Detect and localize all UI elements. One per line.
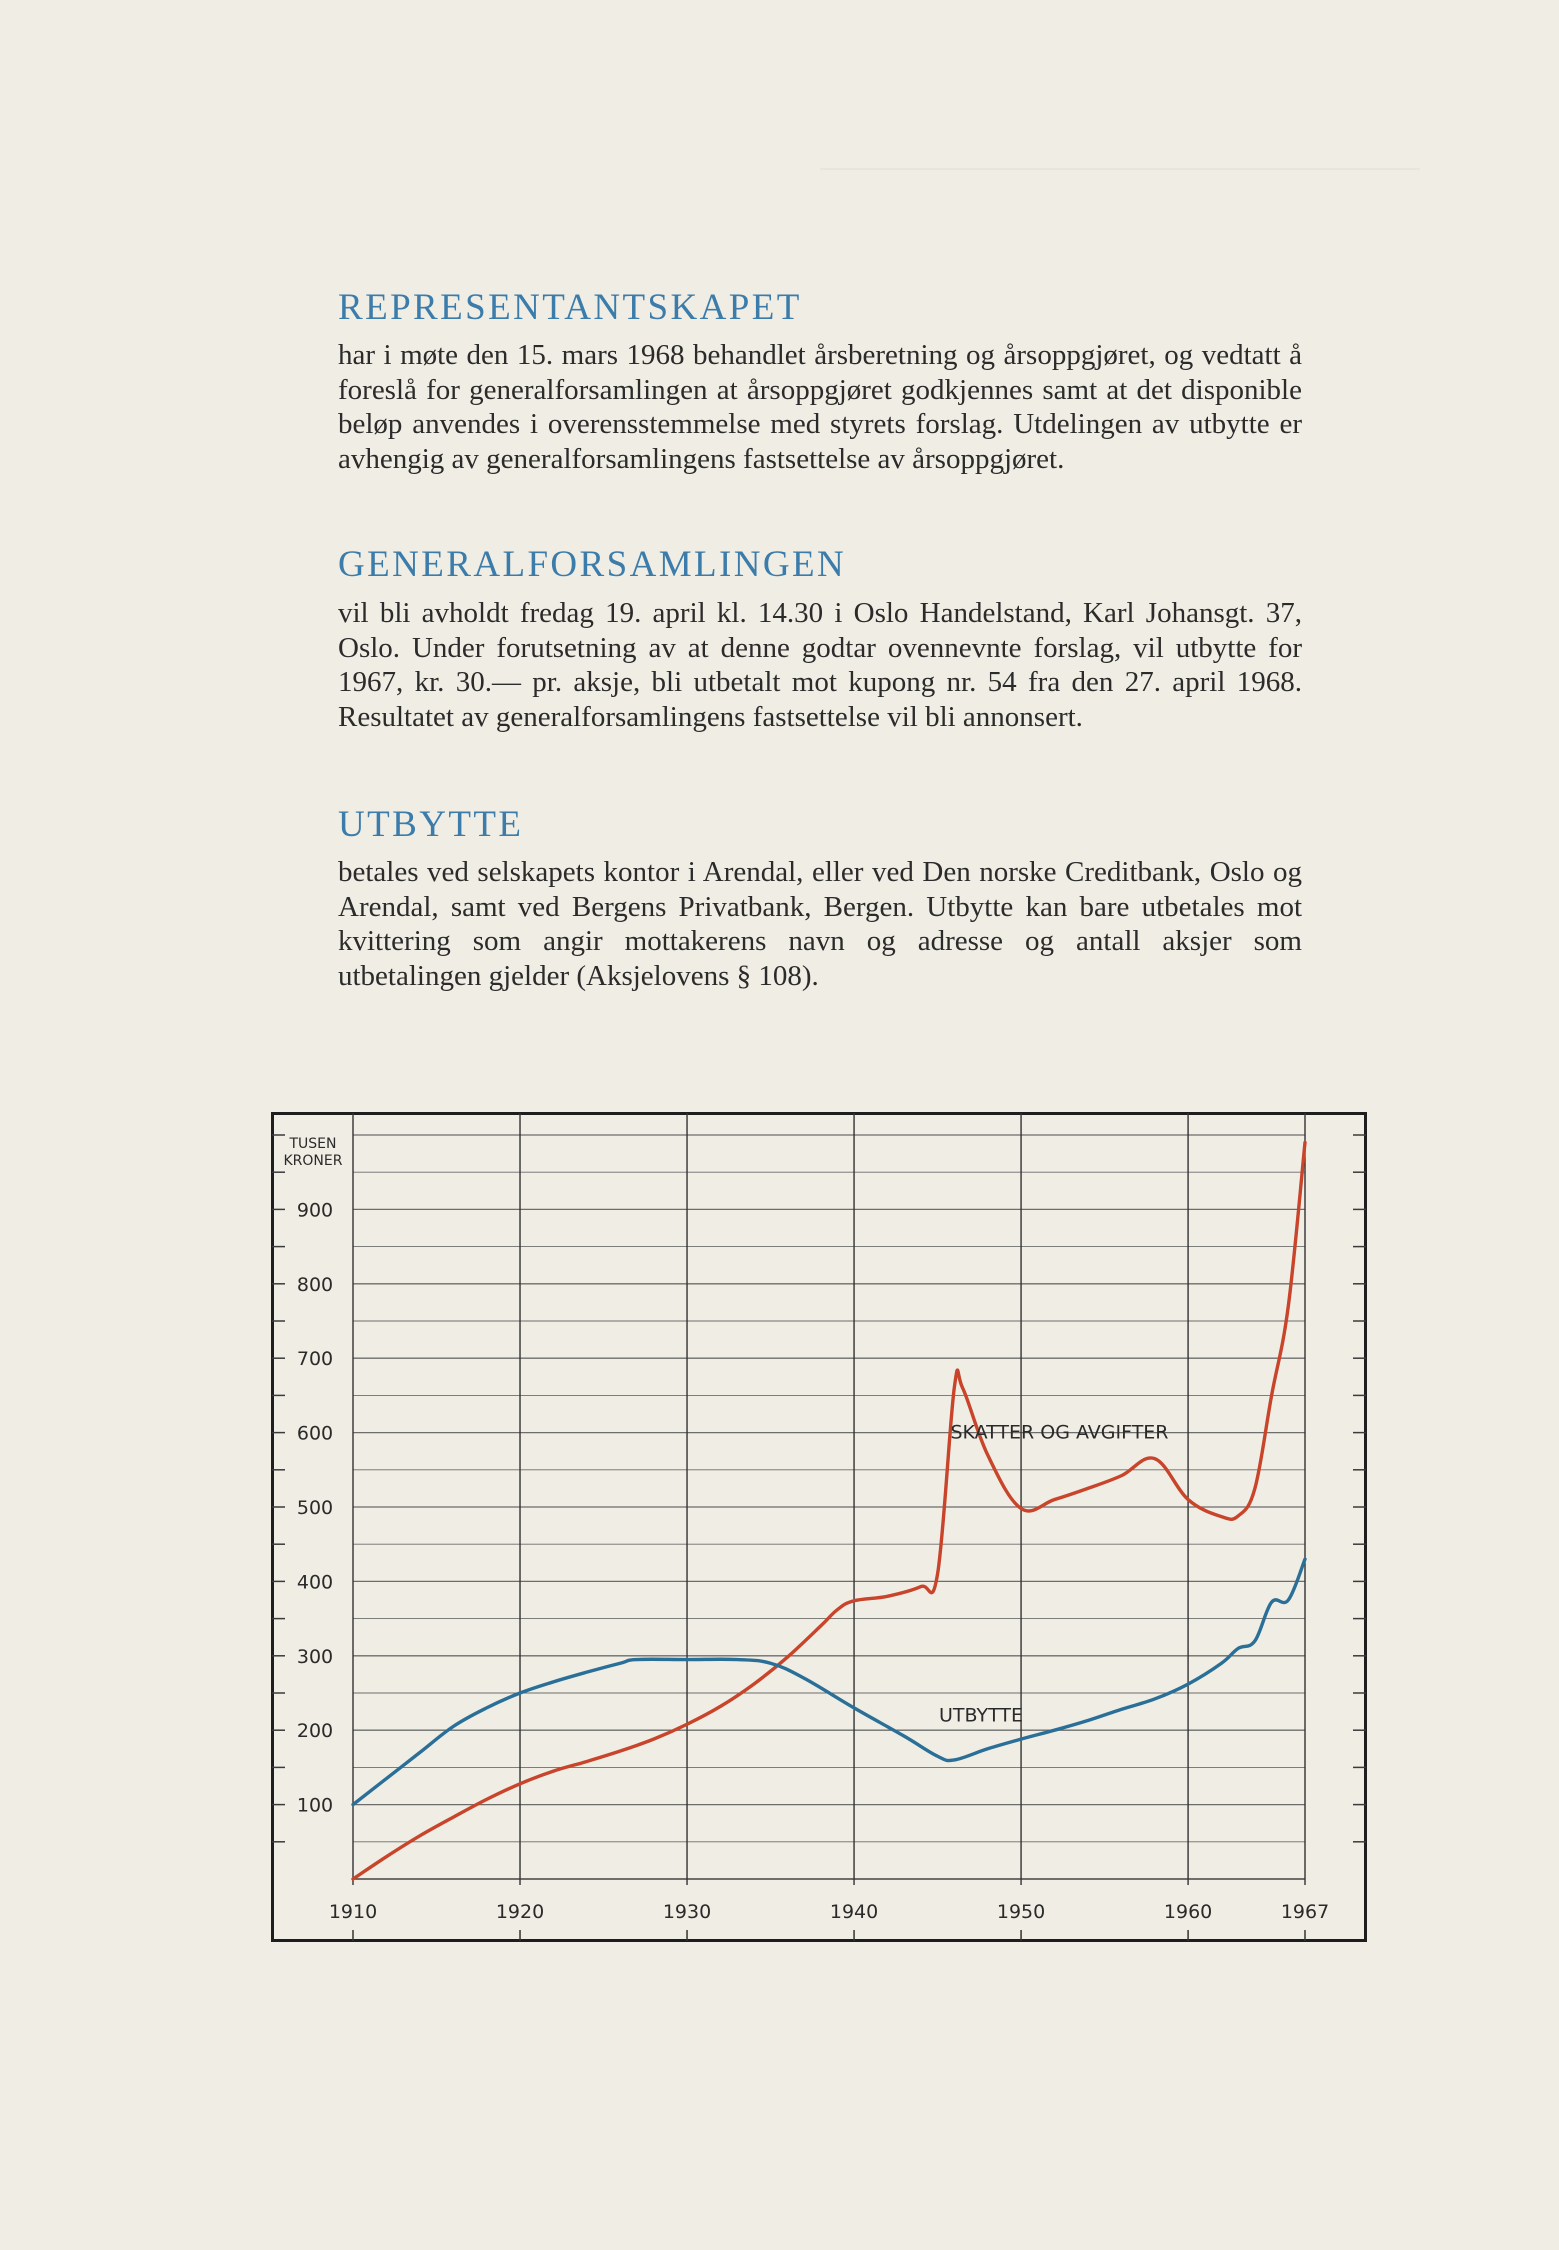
x-axis-ticks [329,1901,1329,1923]
heading-representantskapet: REPRESENTANTSKAPET [338,287,802,328]
series-label-utbytte: UTBYTTE [938,1704,1023,1727]
heading-generalforsamlingen: GENERALFORSAMLINGEN [338,544,847,585]
series-label-skatter-og-avgifter: SKATTER OG AVGIFTER [950,1421,1169,1444]
y-tick-label: 300 [296,1645,334,1668]
x-tick-label: 1960 [1163,1901,1213,1923]
x-tick-label: 1930 [662,1901,712,1923]
x-tick-label: 1910 [328,1901,378,1923]
bleed-through-rule [820,168,1420,170]
chart-grid [272,1113,1366,1941]
y-tick-label: 500 [296,1497,334,1519]
y-tick-label: 800 [296,1273,334,1296]
y-axis-ticks [297,1199,333,1816]
paragraph-generalforsamlingen: vil bli avholdt fredag 19. april kl. 14.30 i Oslo Handelstand, Karl Johansgt. 37, Oslo. Under forutsetning av at denne godtar ovennevnte forslag, vil utbytte for 1967, kr. 30.— pr. aksje, bli utbetalt mot kupong nr. 54 fra den 27. april 1968. Resultatet av generalforsamlingens fastsettelse vil bli annonsert. [338,597,1302,733]
bleed-through-heading [820,108,834,155]
y-tick-label: 100 [296,1794,334,1817]
line-chart [271,1112,1367,1942]
y-tick-label: 400 [296,1571,334,1594]
chart-series [353,1142,1305,1879]
y-tick-label: 700 [296,1348,334,1371]
x-tick-label: 1920 [495,1901,545,1923]
y-tick-label: 600 [296,1422,334,1445]
y-axis-unit-label-line2: KRONER [283,1153,343,1169]
paragraph-utbytte: betales ved selskapets kontor i Arendal, eller ved Den norske Creditbank, Oslo og Arendal, samt ved Bergens Privatbank, Bergen. Utbytte kan bare utbetales mot kvittering som angir mottakerens navn og adresse og antall aksjer som utbetalingen gjelder (Aksjelovens § 108). [338,856,1302,992]
x-tick-label: 1950 [996,1901,1046,1923]
paragraph-representantskapet: har i møte den 15. mars 1968 behandlet årsberetning og årsoppgjøret, og vedtatt å foreslå for generalforsamlingen at årsoppgjøret godkjennes samt at det disponible beløp anvendes i overensstemmelse med styrets forslag. Utdelingen av utbytte er avhengig av generalforsamlingens fastsettelse av årsoppgjøret. [338,339,1302,475]
x-tick-label: 1940 [829,1901,879,1923]
y-tick-label: 200 [296,1720,334,1743]
heading-utbytte: UTBYTTE [338,804,524,845]
x-tick-label: 1967 [1280,1901,1330,1923]
series-line-skatter-og-avgifter [353,1142,1305,1879]
chart-frame [273,1114,1366,1941]
y-tick-label: 900 [296,1199,334,1222]
y-axis-unit-label-line1: TUSEN [289,1136,337,1152]
